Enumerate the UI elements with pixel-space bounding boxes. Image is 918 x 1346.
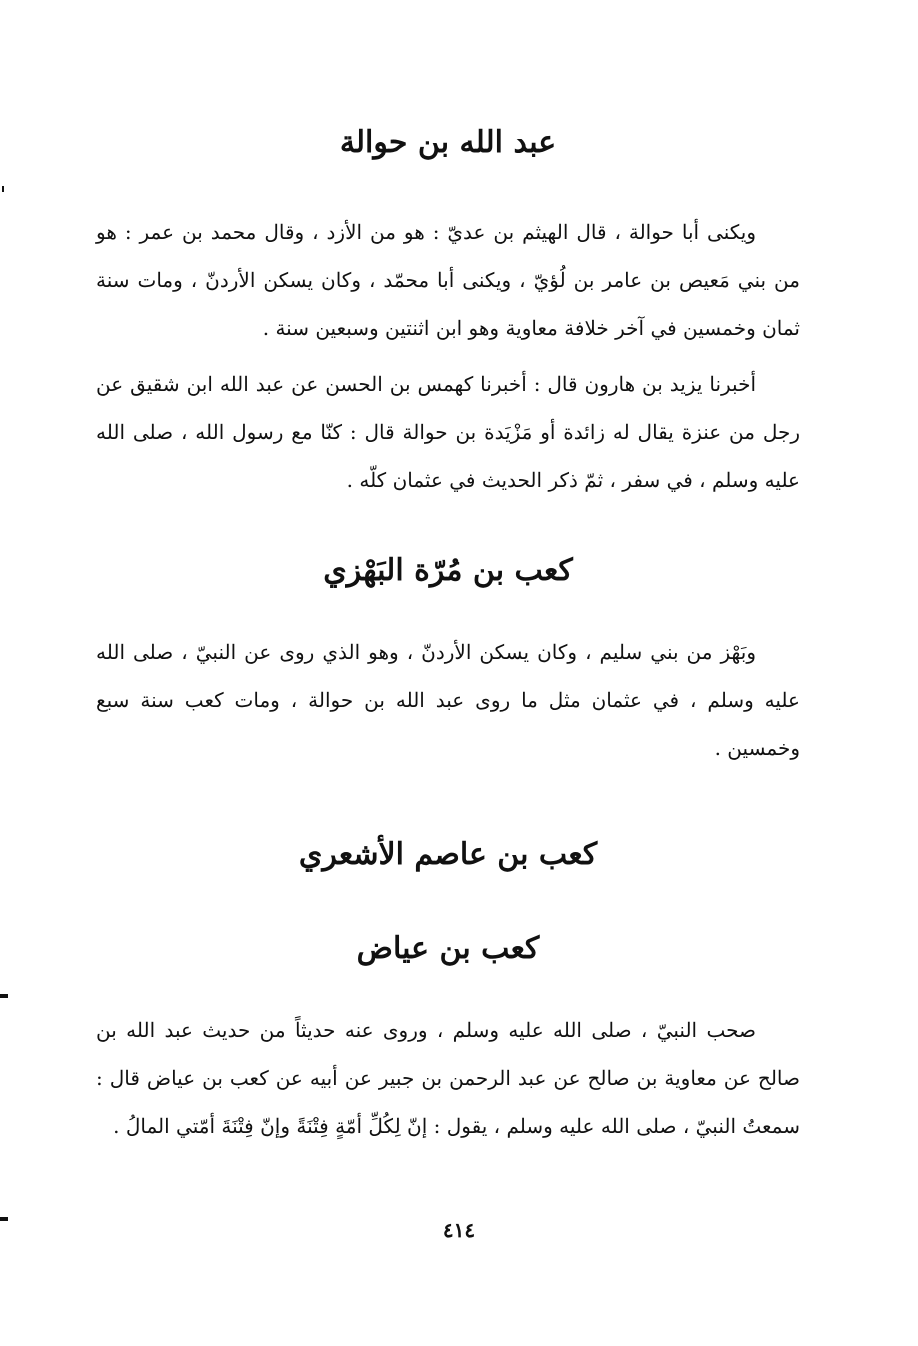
- scan-edge-mark: [0, 1217, 8, 1221]
- section-paragraph: وبَهْز من بني سليم ، وكان يسكن الأردنّ ، وهو الذي روى عن النبيّ ، صلى الله عليه وسلم ، في عثمان مثل ما روى عبد الله بن حوالة ، ومات كعب سنة سبع وخمسين .: [96, 640, 800, 760]
- page-content: [96, 118, 800, 1150]
- section-paragraph: صحب النبيّ ، صلى الله عليه وسلم ، وروى عنه حديثاً من حديث عبد الله بن صالح عن معاوية بن صالح عن عبد الرحمن بن جبير عن أبيه عن كعب بن عياض قال : سمعتُ النبيّ ، صلى الله عليه وسلم ، يقول : إنّ لِكُلِّ أمّةٍ فِتْنَةً وإنّ فِتْنَةَ أمّتي المالُ .: [96, 1018, 800, 1138]
- section-heading-kaab-ibn-asim: كعب بن عاصم الأشعري: [298, 837, 598, 872]
- scan-edge-mark: [0, 994, 8, 998]
- section-heading-kaab-ibn-iyad: كعب بن عياض: [356, 931, 540, 966]
- section-paragraph: ويكنى أبا حوالة ، قال الهيثم بن عديّ : هو من الأزد ، وقال محمد بن عمر : هو من بني مَعيص بن عامر بن لُؤيّ ، ويكنى أبا محمّد ، وكان يسكن الأردنّ ، ومات سنة ثمان وخمسين في آخر خلافة معاوية وهو ابن اثنتين وسبعين سنة .: [96, 220, 800, 340]
- section-heading-abdallah-ibn-hawala: عبد الله بن حوالة: [339, 125, 557, 160]
- section-paragraph: أخبرنا يزيد بن هارون قال : أخبرنا كهمس بن الحسن عن عبد الله ابن شقيق عن رجل من عنزة يقال له زائدة أو مَزْيَدة بن حوالة قال : كنّا مع رسول الله ، صلى الله عليه وسلم ، في سفر ، ثمّ ذكر الحديث في عثمان كلّه .: [96, 372, 800, 492]
- page-number: ٤١٤: [442, 1218, 476, 1242]
- section-heading-kaab-ibn-murra: كعب بن مُرّة البَهْزي: [323, 553, 573, 588]
- scan-edge-mark: [2, 186, 4, 192]
